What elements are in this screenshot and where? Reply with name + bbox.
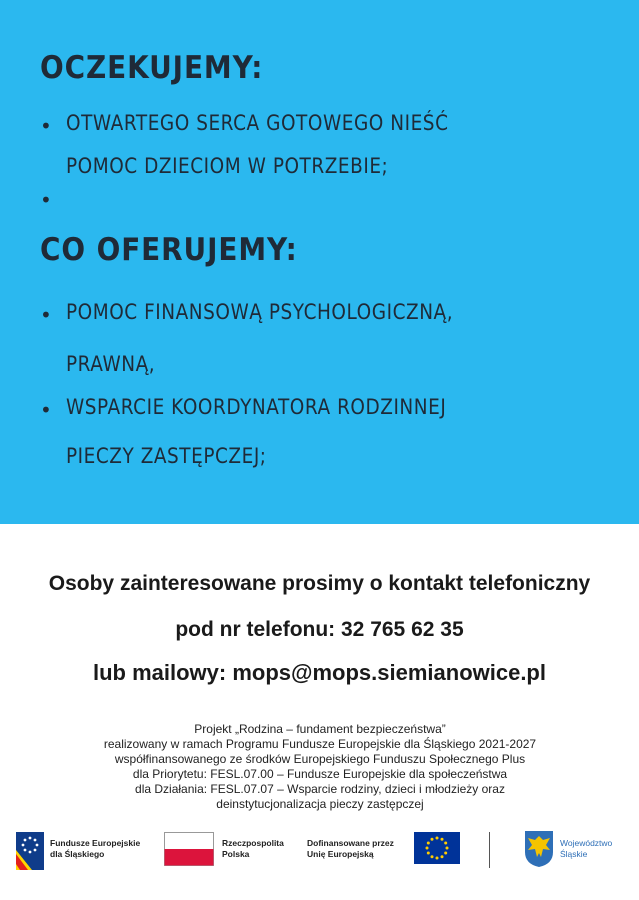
rp-logo-label: Rzeczpospolita Polska: [222, 838, 284, 859]
offer-item-1-line-2: PRAWNĄ,: [66, 352, 156, 376]
poland-flag-icon: [164, 832, 214, 866]
offer-item-2-line-1: WSPARCIE KOORDYNATORA RODZINNEJ: [66, 395, 447, 419]
eu-flag-icon: [414, 832, 460, 864]
silesia-eagle-icon: [524, 830, 554, 868]
project-info-line: dla Działania: FESL.07.07 – Wsparcie rodziny, dzieci i młodzieży oraz: [135, 782, 505, 796]
bullet-icon: •: [40, 188, 52, 212]
fe-logo-icon: [14, 830, 46, 872]
contact-email: lub mailowy: mops@mops.siemianowice.pl: [93, 660, 546, 685]
project-info-line: Projekt „Rodzina – fundament bezpieczeństwa”: [194, 722, 446, 736]
expect-item-1-line-1: OTWARTEGO SERCA GOTOWEGO NIEŚĆ: [66, 111, 449, 135]
project-info-line: współfinansowanego ze środków Europejskiego Funduszu Społecznego Plus: [114, 752, 526, 766]
bullet-icon: •: [40, 303, 52, 327]
slaskie-logo-label: Województwo Śląskie: [560, 838, 613, 859]
bullet-icon: •: [40, 114, 52, 138]
contact-phone: pod nr telefonu: 32 765 62 35: [175, 618, 464, 641]
contact-intro: Osoby zainteresowane prosimy o kontakt telefoniczny: [48, 572, 591, 595]
project-info-line: deinstytucjonalizacja pieczy zastępczej: [216, 797, 424, 811]
project-info-line: realizowany w ramach Programu Fundusze Europejskie dla Śląskiego 2021-2027: [103, 737, 537, 751]
logo-divider: [489, 832, 490, 868]
expect-item-1-line-2: POMOC DZIECIOM W POTRZEBIE;: [66, 154, 389, 178]
heading-expectations: OCZEKUJEMY:: [40, 50, 264, 86]
eu-logo-label: Dofinansowane przez Unię Europejską: [307, 838, 394, 859]
offer-item-1-line-1: POMOC FINANSOWĄ PSYCHOLOGICZNĄ,: [66, 300, 454, 324]
project-info: [40, 722, 600, 812]
funding-logos-bar: [0, 826, 639, 876]
offer-item-2-line-2: PIECZY ZASTĘPCZEJ;: [66, 444, 267, 468]
bullet-icon: •: [40, 398, 52, 422]
heading-offer: CO OFERUJEMY:: [40, 232, 298, 268]
project-info-line: dla Priorytetu: FESL.07.00 – Fundusze Europejskie dla społeczeństwa: [132, 767, 508, 781]
fe-logo-label: Fundusze Europejskie dla Śląskiego: [50, 838, 141, 859]
